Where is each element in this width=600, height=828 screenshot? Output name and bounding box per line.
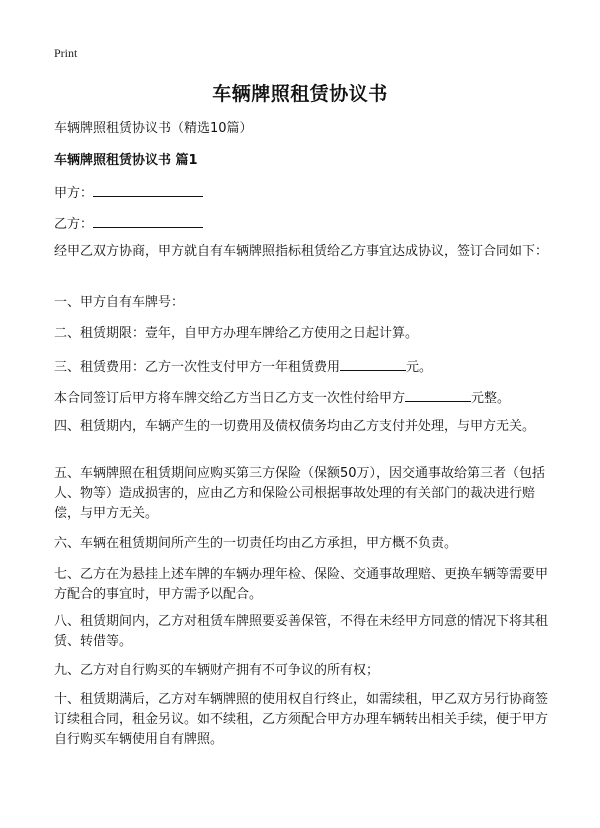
clause-8: 八、租赁期间内，乙方对租赁车牌照要妥善保管，不得在未经甲方同意的情况下将其租赁、转借等。 bbox=[54, 614, 549, 649]
clause-3-unit: 元。 bbox=[406, 360, 433, 375]
clause-9: 九、乙方对自行购买的车辆财产拥有不可争议的所有权； bbox=[54, 663, 380, 678]
section-heading: 车辆牌照租赁协议书 篇1 bbox=[54, 153, 198, 168]
clause-2: 二、租赁期限：壹年，自甲方办理车牌给乙方使用之日起计算。 bbox=[54, 326, 419, 341]
clause-3-text: 三、租赁费用：乙方一次性支付甲方一年租赁费用 bbox=[54, 360, 341, 375]
document-subtitle: 车辆牌照租赁协议书（精选10篇） bbox=[54, 121, 253, 136]
party-a-label: 甲方： bbox=[54, 186, 94, 201]
payment-text: 本合同签订后甲方将车牌交给乙方当日乙方支一次性付给甲方 bbox=[54, 391, 406, 406]
party-a-line bbox=[54, 183, 203, 202]
party-a-blank bbox=[93, 183, 203, 197]
clause-4: 四、租赁期内，车辆产生的一切费用及债权债务均由乙方支付并处理，与甲方无关。 bbox=[54, 419, 536, 434]
fee-blank bbox=[340, 357, 406, 371]
clause-6: 六、车辆在租赁期间所产生的一切责任均由乙方承担，甲方概不负责。 bbox=[54, 536, 458, 551]
party-b-line bbox=[54, 214, 203, 233]
payment-line bbox=[54, 388, 510, 407]
payment-blank bbox=[405, 388, 471, 402]
party-b-label: 乙方： bbox=[54, 217, 94, 232]
clause-3 bbox=[54, 357, 432, 376]
intro-paragraph: 经甲乙双方协商，甲方就自有车辆牌照指标租赁给乙方事宜达成协议，签订合同如下： bbox=[54, 244, 549, 259]
clause-7: 七、乙方在为悬挂上述车牌的车辆办理年检、保险、交通事故理赔、更换车辆等需要甲方配合的事宜时，甲方需予以配合。 bbox=[54, 567, 549, 602]
print-link[interactable]: Print bbox=[54, 46, 78, 60]
clause-5: 五、车辆牌照在租赁期间应购买第三方保险（保额50万），因交通事故给第三者（包括人、物等）造成损害的，应由乙方和保险公司根据事故处理的有关部门的裁决进行赔偿，与甲方无关。 bbox=[54, 466, 546, 521]
document-title: 车辆牌照租赁协议书 bbox=[212, 83, 388, 105]
clause-1: 一、甲方自有车牌号： bbox=[54, 295, 185, 310]
payment-unit: 元整。 bbox=[471, 391, 511, 406]
clause-10: 十、租赁期满后，乙方对车辆牌照的使用权自行终止，如需续租，甲乙双方另行协商签订续租合同，租金另议。如不续租，乙方须配合甲方办理车辆转出相关手续，便于甲方自行购买车辆使用自有牌照。 bbox=[54, 692, 549, 747]
party-b-blank bbox=[93, 214, 203, 228]
